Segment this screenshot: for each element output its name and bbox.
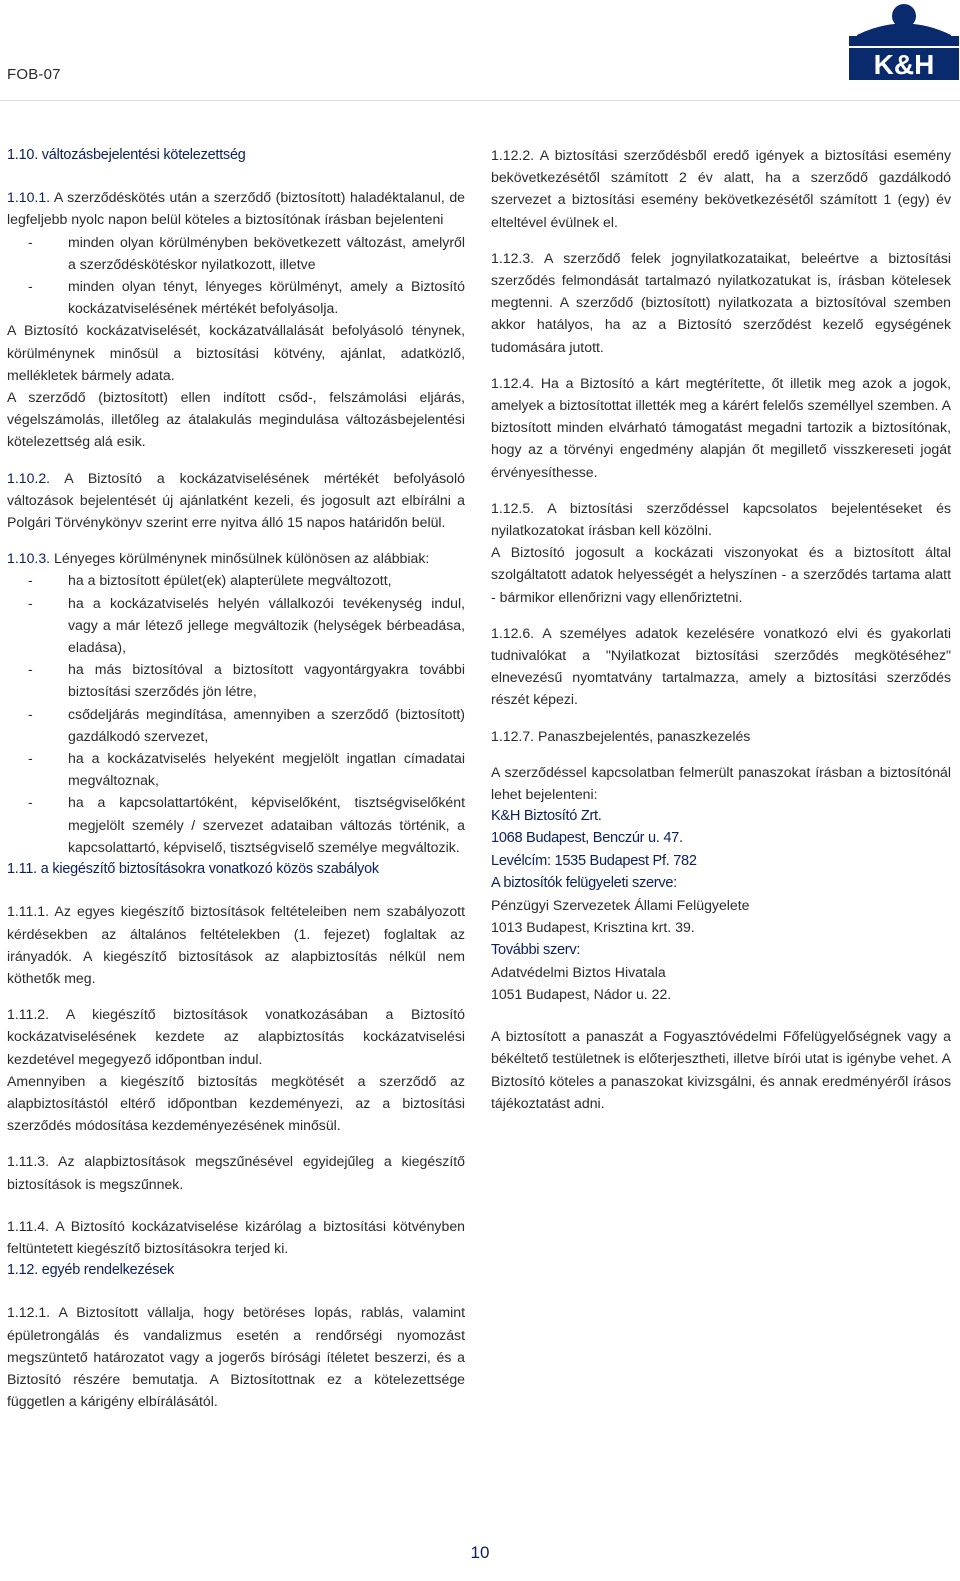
paragraph-1-12-5b: A Biztosító jogosult a kockázati viszonyokat és a biztosított által szolgáltatott adatok helyességét a helyszínen - a szerződés tartama alatt - bármikor ellenőrizni vagy ellenőriztetni. (491, 544, 951, 605)
paragraph-1-10-1c: A szerződő (biztosított) ellen indított csőd-, felszámolási eljárás, végelszámolás, illetőleg az átalakulás megindulása változásbejelentési kötelezettség alá esik. (7, 389, 465, 450)
list-item: - ha a biztosított épület(ek) alapterülete megváltozott, (7, 569, 465, 591)
supervisor-address: 1013 Budapest, Krisztina krt. 39. (491, 919, 695, 936)
paragraph-1-11-2b: Amennyiben a kiegészítő biztosítás megkötését a szerződő az alapbiztosítástól eltérő időpontban kezdeményezi, az a biztosítási szerződés módosítása kezdeményezésének minősül. (7, 1072, 465, 1134)
list-item: - ha a kockázatviselés helyén vállalkozói tevékenység indul, vagy a már létező jellege megváltozik (helységek bérbeadása, eladása), (7, 592, 465, 659)
paragraph-1-12-7: 1.12.7. Panaszbejelentés, panaszkezelés (491, 727, 751, 744)
paragraph-text: Lényeges körülménynek minősülnek különösen az alábbiak: (50, 550, 430, 567)
list-item: - ha a kapcsolattartóként, képviselőként, tisztségviselőként megjelölt személy / szervezet adataiban változás történik, a kapcsolattartó, képviselő, tisztségviselő személye megváltozik. (7, 791, 465, 858)
paragraph-1-10-1 (7, 186, 465, 230)
paragraph-1-12-3: 1.12.3. A szerződő felek jognyilatkozataikat, beleértve a biztosítási szerződés felmondását tartalmazó nyilatkozatukat is, írásban kötelesek megtenni. A szerződő (biztosított) nyilatkozata a biztosítóval szemben akkor hatályos, ha az a Biztosító szerződést kezelő egységének tudomására jutott. (491, 249, 951, 355)
list-item: - csődeljárás megindítása, amennyiben a szerződő (biztosított) gazdálkodó szervezet, (7, 703, 465, 747)
company-mail-address: Levélcím: 1535 Budapest Pf. 782 (491, 852, 697, 869)
list-item-text: ha a kapcsolattartóként, képviselőként, tisztségviselőként megjelölt személy / szervezet adataiban változás történik, a kapcsolattartó, képviselő, tisztségviselő személye megváltozik. (68, 794, 465, 855)
paragraph-1-10-1b: A Biztosító kockázatviselését, kockázatvállalását befolyásoló ténynek, körülménynek minősül a biztosítási kötvény, ajánlat, adatközlő, mellékletek bármely adata. (7, 322, 465, 383)
list-item-text: minden olyan körülményben bekövetkezett változást, amelyről a szerződéskötéskor nyilatkozott, illetve (68, 233, 465, 272)
paragraph-number: 1.10.2. (7, 469, 51, 486)
paragraph-1-12-6: 1.12.6. A személyes adatok kezelésére vonatkozó elvi és gyakorlati tudnivalókat a "Nyilatkozat biztosítási szerződés megkötéséhez" elnevezésű nyomtatvány tartalmazza, amely a biztosítási szerződés részét képezi. (491, 624, 951, 708)
paragraph-final: A biztosított a panaszát a Fogyasztóvédelmi Főfelügyelőségnek vagy a békéltető testületnek is előterjesztheti, illetve bírói utat is igénybe vehet. A Biztosító köteles a panaszokat kivizsgálni, és annak eredményéről írásos tájékoztatást adni. (491, 1028, 951, 1111)
logo-text: K&H (873, 49, 935, 80)
list-item: - minden olyan tényt, lényeges körülményt, amely a Biztosító kockázatviselésének mértékét befolyásolja. (7, 275, 465, 319)
header-divider (0, 100, 960, 101)
paragraph-1-10-2 (7, 467, 465, 534)
list-item-text: csődeljárás megindítása, amennyiben a szerződő (biztosított) gazdálkodó szervezet, (68, 705, 465, 744)
list-item: - ha más biztosítóval a biztosított vagyontárgyakra további biztosítási szerződés jön létre, (7, 658, 465, 702)
kh-logo (849, 2, 959, 80)
supervisor-heading: A biztosítók felügyeleti szerve: (491, 874, 677, 891)
paragraph-1-12-2: 1.12.2. A biztosítási szerződésből eredő igények a biztosítási esemény bekövetkezésétől számított 2 év alatt, ha a szerződő gazdálkodó szervezet a biztosítási esemény bekövetkezésétől számított 1 (egy) év elteltével évülnek el. (491, 147, 951, 230)
left-column (7, 144, 465, 1412)
list-item: - minden olyan körülményben bekövetkezett változást, amelyről a szerződéskötéskor nyilatkozott, illetve (7, 231, 465, 275)
paragraph-1-11-1: 1.11.1. Az egyes kiegészítő biztosítások feltételeiben nem szabályozott kérdésekben az általános feltételekben (1. fejezet) foglaltak az irányadók. A kiegészítő biztosítások az alapbiztosítás nélkül nem köthetők meg. (7, 903, 465, 986)
paragraph-1-12-5: 1.12.5. A biztosítási szerződéssel kapcsolatos bejelentéseket és nyilatkozatokat írásban kell közölni. (491, 499, 951, 539)
paragraph-complaint: A szerződéssel kapcsolatban felmerült panaszokat írásban a biztosítónál lehet bejelenteni: (491, 763, 951, 803)
paragraph-1-12-1: 1.12.1. A Biztosított vállalja, hogy betöréses lopás, rablás, valamint épületrongálás és vandalizmus esetén a rendőrségi nyomozást megszüntető határozatot vagy a jogerős bírósági ítéletet beszerzi, és a Biztosító részére bemutatja. A Biztosítottnak ez a kötelezettsége független a kárigény elbírálásától. (7, 1304, 465, 1410)
section-heading-1-12: 1.12. egyéb rendelkezések (7, 1262, 175, 1279)
right-column (491, 144, 951, 1114)
other-authority-heading: További szerv: (491, 941, 581, 958)
paragraph-text: A szerződéskötés után a szerződő (biztosított) haladéktalanul, de legfeljebb nyolc napon belül köteles a biztosítónak írásban bejelenteni (7, 189, 465, 228)
list-item-text: minden olyan tényt, lényeges körülményt, amely a Biztosító kockázatviselésének mértékét befolyásolja. (68, 278, 465, 317)
company-name: K&H Biztosító Zrt. (491, 808, 602, 825)
list-item-text: ha a kockázatviselés helyén vállalkozói tevékenység indul, vagy a már létező jellege megváltozik (helységek bérbeadása, eladása), (68, 594, 465, 656)
paragraph-1-10-3 (7, 547, 465, 569)
paragraph-1-11-4: 1.11.4. A Biztosító kockázatviselése kizárólag a biztosítási kötvényben feltüntetett kiegészítő biztosításokra terjed ki. (7, 1217, 465, 1256)
paragraph-1-12-4: 1.12.4. Ha a Biztosító a kárt megtérítette, őt illetik meg azok a jogok, amelyek a biztosítottat illették meg a kárért felelős személlyel szemben. A biztosított minden elvárható támogatást megadni tartozik a biztosítónak, hogy az a törvényi engedmény alapján őt megillető visszkereseti jogát érvényesíthesse. (491, 374, 951, 480)
supervisor-name: Pénzügyi Szervezetek Állami Felügyelete (491, 897, 750, 914)
section-heading-1-11: 1.11. a kiegészítő biztosításokra vonatkozó közös szabályok (7, 861, 379, 878)
page-number: 10 (470, 1543, 490, 1562)
company-address: 1068 Budapest, Benczúr u. 47. (491, 830, 683, 847)
list-item-text: ha a kockázatviselés helyeként megjelölt ingatlan címadatai megváltoznak, (68, 750, 465, 789)
paragraph-number: 1.10.1. (7, 189, 51, 206)
list-item-text: ha más biztosítóval a biztosított vagyontárgyakra további biztosítási szerződés jön létre, (68, 661, 465, 700)
section-heading-1-10: 1.10. változásbejelentési kötelezettség (7, 147, 246, 163)
other-authority-address: 1051 Budapest, Nádor u. 22. (491, 985, 672, 1002)
paragraph-1-11-3: 1.11.3. Az alapbiztosítások megszűnésével egyidejűleg a kiegészítő biztosítások is megszűnnek. (7, 1153, 465, 1192)
other-authority-name: Adatvédelmi Biztos Hivatala (491, 963, 666, 980)
list-item: - ha a kockázatviselés helyeként megjelölt ingatlan címadatai megváltoznak, (7, 747, 465, 791)
list-item-text: ha a biztosított épület(ek) alapterülete megváltozott, (68, 572, 392, 589)
paragraph-text: A Biztosító a kockázatviselésének mértékét befolyásoló változások bejelentését új ajánlatként kezeli, és jogosult azt elbírálni a Polgári Törvénykönyv szerint erre nyitva álló 15 napos határidőn belül. (7, 469, 465, 531)
paragraph-1-11-2: 1.11.2. A kiegészítő biztosítások vonatkozásában a Biztosító kockázatviselésének kezdete az alapbiztosítás kockázatviselési kezdetével megegyező időpontban indul. (7, 1006, 465, 1067)
document-code: FOB-07 (7, 66, 61, 83)
paragraph-number: 1.10.3. (7, 550, 51, 567)
